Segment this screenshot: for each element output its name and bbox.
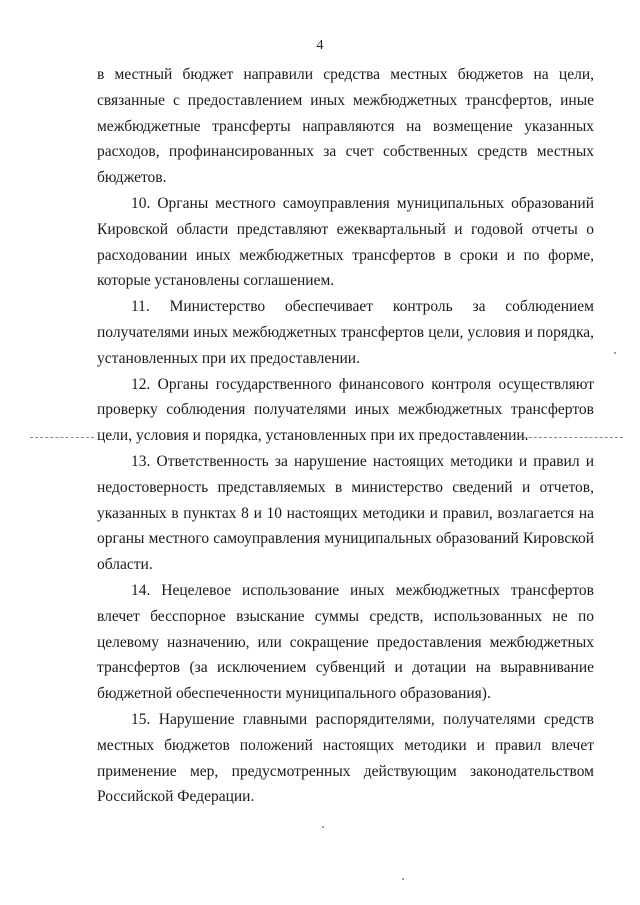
scan-dash-artifact-right — [478, 437, 623, 438]
paragraph-12: 12. Органы государственного финансового контроля осуществляют проверку соблюдения получателями иных межбюджетных трансфертов цели, условия и порядка, установленных при их предоставлении. — [97, 375, 594, 445]
paragraph-14: 14. Нецелевое использование иных межбюджетных трансфертов влечет бесспорное взыскание суммы средств, использованных не по целевому назначению, или сокращение предоставления межбюджетных трансфертов (за исключением субвенций и дотации на выравнивание бюджетной обеспеченности муниципального образования). — [97, 581, 594, 703]
page-number: 4 — [316, 38, 324, 53]
scan-speck — [614, 352, 616, 354]
scan-speck — [402, 878, 404, 880]
scan-speck — [322, 826, 324, 828]
paragraph-10: 10. Органы местного самоуправления муниципальных образований Кировской области представляют ежеквартальный и годовой отчеты о расходовании иных межбюджетных трансфертов в сроки и по форме, которые установлены соглашением. — [97, 194, 594, 290]
paragraph-15: 15. Нарушение главными распорядителями, получателями средств местных бюджетов положений настоящих методики и правил влечет применение мер, предусмотренных действующим законодательством Российской Федерации. — [97, 710, 594, 806]
scan-dash-artifact-left — [30, 437, 94, 438]
paragraph-continuation: в местный бюджет направили средства местных бюджетов на цели, связанные с предоставлением иных межбюджетных трансфертов, иные межбюджетные трансферты направляются на возмещение указанных расходов, профинансированных за счет собственных средств местных бюджетов. — [97, 66, 594, 187]
paragraph-13: 13. Ответственность за нарушение настоящих методики и правил и недостоверность представляемых в министерство сведений и отчетов, указанных в пунктах 8 и 10 настоящих методики и правил, возлагается на органы местного самоуправления муниципальных образований Кировской области. — [97, 452, 594, 574]
paragraph-11: 11. Министерство обеспечивает контроль за соблюдением получателями иных межбюджетных трансфертов цели, условия и порядка, установленных при их предоставлении. — [97, 298, 594, 367]
